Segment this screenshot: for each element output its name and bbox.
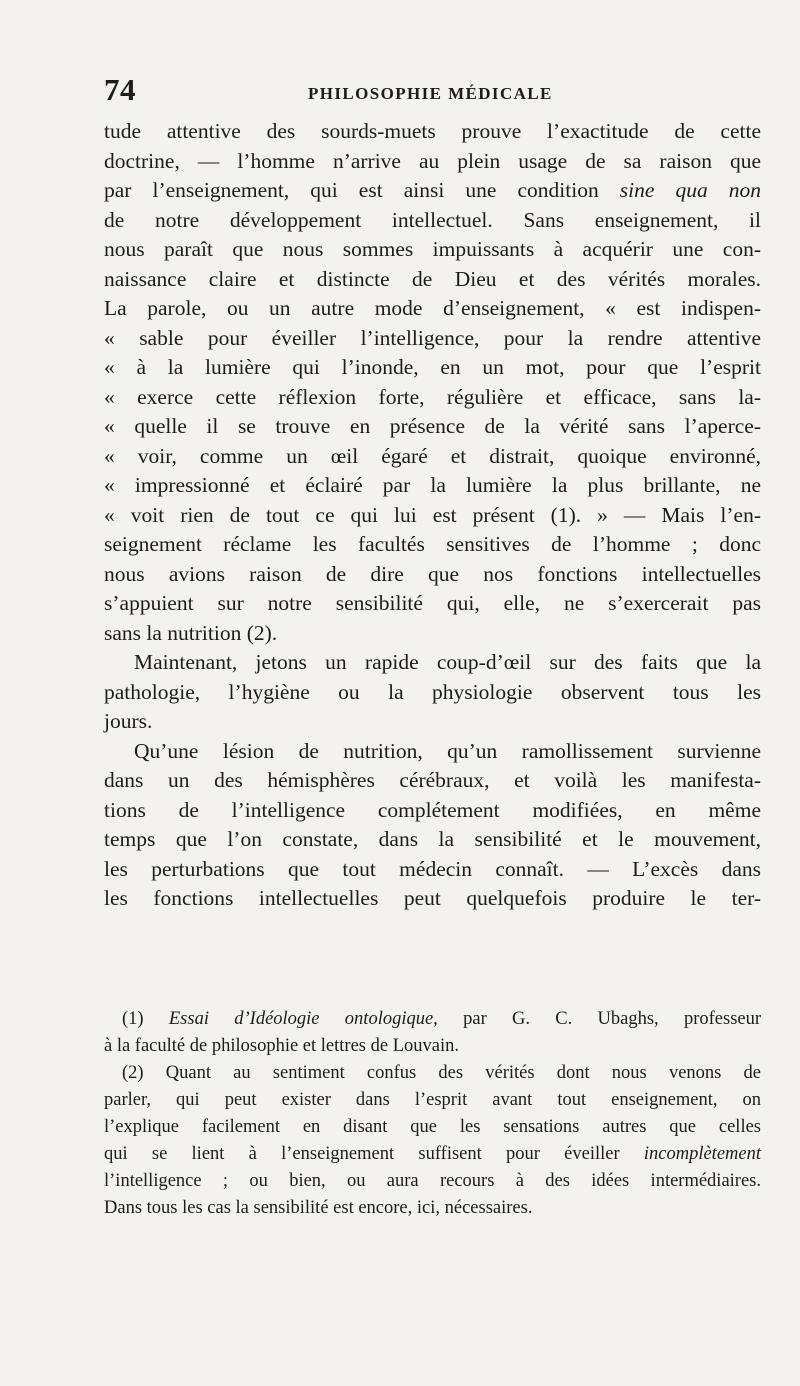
text-line: « impressionné et éclairé par la lumière la plus brillante, ne	[104, 473, 761, 497]
text-line	[104, 176, 761, 206]
text-line: « quelle il se trouve en présence de la vérité sans l’aperce-	[104, 414, 761, 438]
text-line: les perturbations que tout médecin connaît. — L’excès dans	[104, 856, 761, 881]
text-line: les fonctions intellectuelles peut quelquefois produire le ter-	[104, 886, 761, 910]
text-line: de notre développement intellectuel. Sans enseignement, il	[104, 207, 761, 232]
text-line: seignement réclame les facultés sensitives de l’homme ; donc	[104, 532, 761, 556]
text-line: pathologie, l’hygiène ou la physiologie observent tous les	[104, 679, 761, 704]
text-line: temps que l’on constate, dans la sensibilité et le mouvement,	[104, 827, 761, 851]
text-line: jours.	[104, 709, 153, 733]
italic-phrase: sine qua non	[619, 178, 762, 202]
text-line-part: par l’enseignement, qui est ainsi une condition	[104, 178, 599, 202]
text-line: sans la nutrition (2).	[104, 620, 278, 645]
footnote-line: à la faculté de philosophie et lettres de Louvain.	[104, 1036, 459, 1056]
text-line: nous avions raison de dire que nos fonctions intellectuelles	[104, 561, 761, 586]
footnote-line: l’explique facilement en disant que les sensations autres que celles	[104, 1117, 761, 1137]
text-line: s’appuient sur notre sensibilité qui, elle, ne s’exercerait pas	[104, 591, 761, 615]
text-line: « exerce cette réflexion forte, régulière et efficace, sans la-	[104, 384, 761, 409]
page-header	[104, 68, 764, 108]
footnote-line: (2) Quant au sentiment confus des vérités dont nous venons de	[122, 1063, 761, 1083]
page-number: 74	[104, 72, 136, 107]
text-line: dans un des hémisphères cérébraux, et voilà les manifesta-	[104, 768, 761, 792]
text-line: « voir, comme un œil égaré et distrait, quoique environné,	[104, 443, 761, 468]
footnote-marker: (1)	[122, 1009, 144, 1029]
running-title: PHILOSOPHIE MÉDICALE	[308, 84, 553, 103]
footnote-italic: incomplètement	[643, 1144, 761, 1164]
footnote-text: par G. C. Ubaghs, professeur	[463, 1009, 762, 1029]
footnote-line	[104, 1006, 761, 1033]
text-line: « sable pour éveiller l’intelligence, pour la rendre attentive	[104, 325, 761, 350]
footnote-text: qui se lient à l’enseignement suffisent pour éveiller	[104, 1144, 620, 1164]
text-line: doctrine, — l’homme n’arrive au plein usage de sa raison que	[104, 148, 761, 173]
footnote-line: l’intelligence ; ou bien, ou aura recours à des idées intermédiaires.	[104, 1171, 761, 1191]
text-line: « voit rien de tout ce qui lui est présent (1). » — Mais l’en-	[104, 502, 761, 527]
footnote-line: Dans tous les cas la sensibilité est encore, ici, nécessaires.	[104, 1198, 533, 1218]
text-line: La parole, ou un autre mode d’enseignement, « est indispen-	[104, 296, 761, 320]
text-line: nous paraît que nous sommes impuissants à acquérir une con-	[104, 237, 761, 261]
text-line: Qu’une lésion de nutrition, qu’un ramollissement survienne	[134, 738, 761, 763]
text-line: « à la lumière qui l’inonde, en un mot, pour que l’esprit	[104, 355, 761, 379]
main-text	[104, 117, 761, 914]
text-line: tions de l’intelligence complétement modifiées, en même	[104, 797, 761, 822]
text-line: tude attentive des sourds-muets prouve l’exactitude de cette	[104, 119, 761, 143]
text-line: naissance claire et distincte de Dieu et des vérités morales.	[104, 266, 761, 291]
footnote-title: Essai d’Idéologie ontologique,	[168, 1009, 438, 1029]
footnote-line	[104, 1141, 761, 1168]
footnote-line: parler, qui peut exister dans l’esprit avant tout enseignement, on	[104, 1090, 761, 1110]
text-line: Maintenant, jetons un rapide coup-d’œil sur des faits que la	[134, 650, 761, 674]
footnotes	[104, 1006, 761, 1222]
